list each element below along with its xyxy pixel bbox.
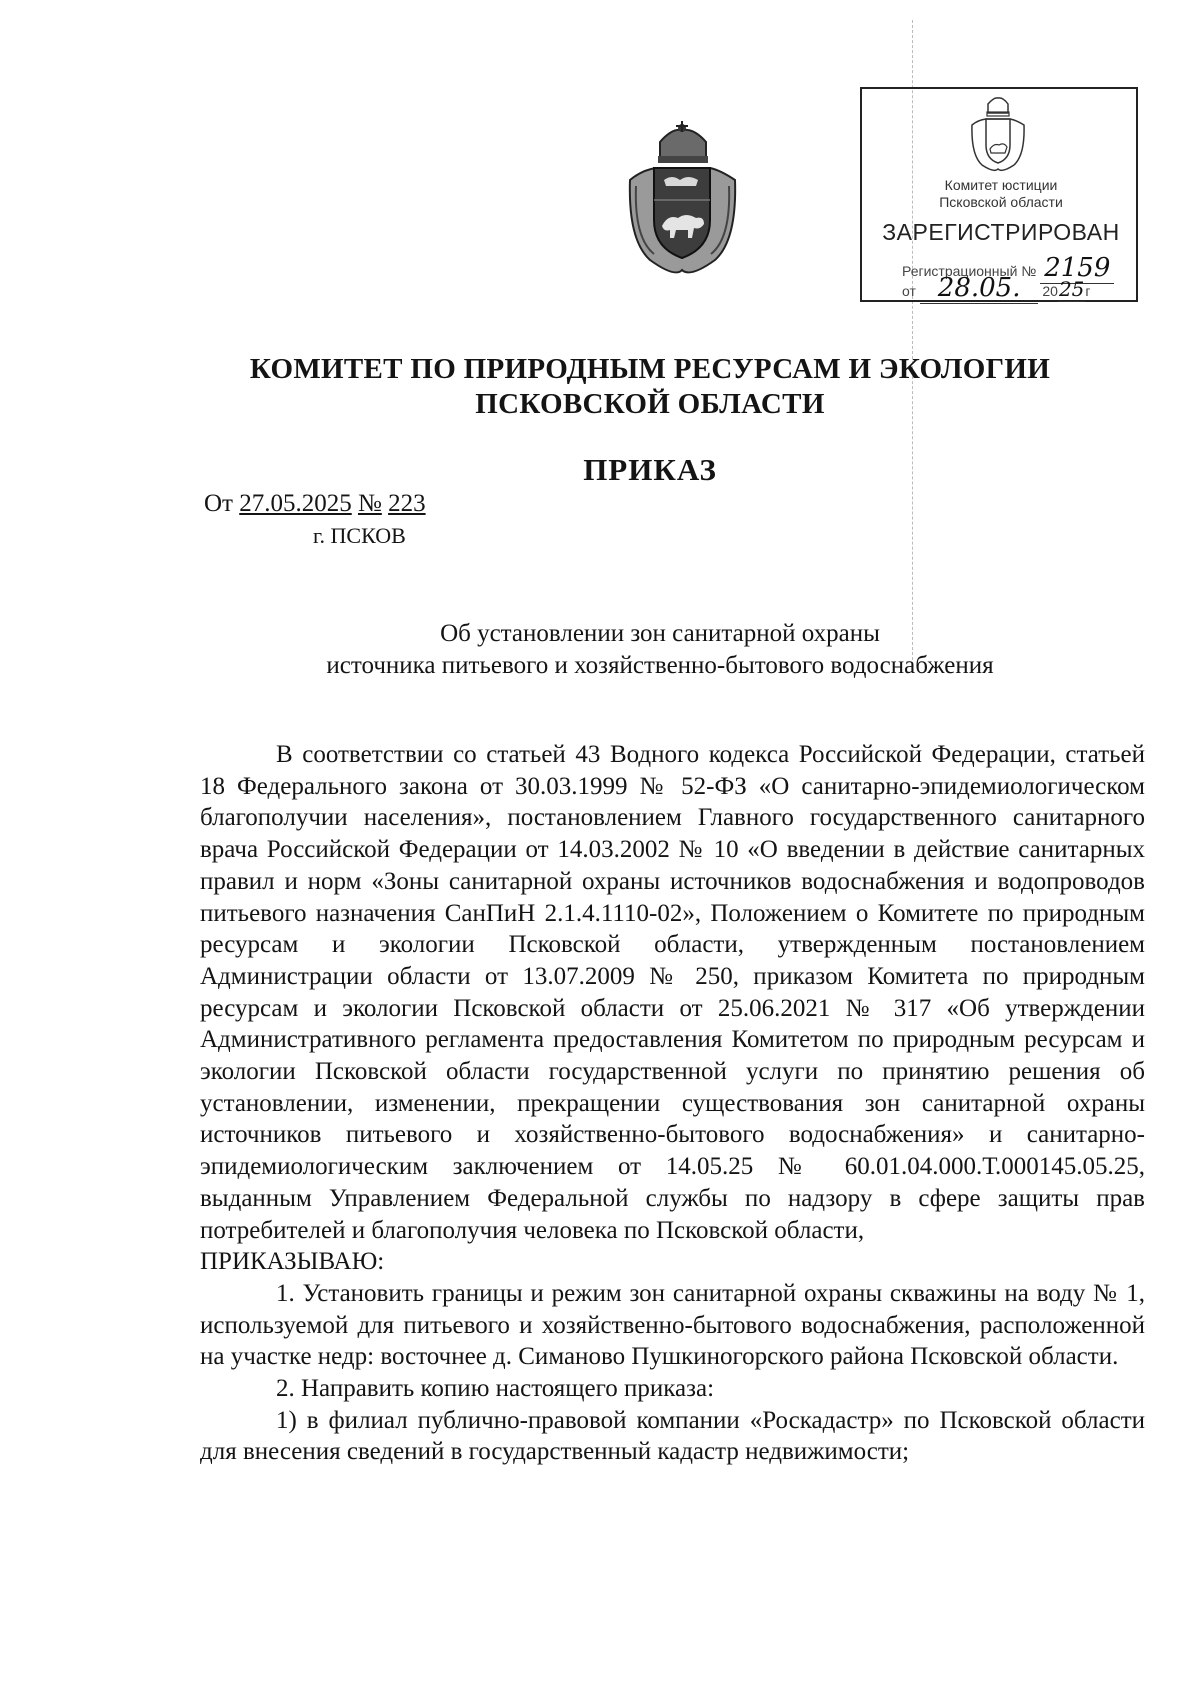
org-title-line1: КОМИТЕТ ПО ПРИРОДНЫМ РЕСУРСАМ И ЭКОЛОГИИ: [249, 353, 1051, 385]
stamp-status: ЗАРЕГИСТРИРОВАН: [882, 219, 1120, 245]
order-item-2-1: 1) в филиал публично-правовой компании «Роскадастр» по Псковской области для внесения сведений в государственный кадастр недвижимости;: [200, 1406, 1145, 1466]
order-date: 27.05.2025: [239, 490, 352, 517]
order-body: [200, 739, 1145, 1468]
subject-line2: источника питьевого и хозяйственно-бытового водоснабжения: [326, 652, 994, 679]
stamp-reg-number: 2159: [1040, 253, 1114, 284]
order-item-1: 1. Установить границы и режим зон санитарной охраны скважины на воду № 1, используемой для питьевого и хозяйственно-бытового водоснабжения, расположенной на участке недр: восточнее д. Симаново Пушкиногорского района Псковской области.: [200, 1279, 1145, 1371]
org-title-line2: ПСКОВСКОЙ ОБЛАСТИ: [475, 388, 825, 420]
subject-line1: Об установлении зон санитарной охраны: [440, 620, 880, 647]
stamp-coat-of-arms-icon: [966, 95, 1030, 175]
orders-heading: ПРИКАЗЫВАЮ:: [200, 1248, 385, 1276]
order-number: 223: [388, 490, 426, 517]
preamble-paragraph: В соответствии со статьей 43 Водного кодекса Российской Федерации, статьей 18 Федерального закона от 30.03.1999 № 52-ФЗ «О санитарно-эпидемиологическом благополучии населения», постановлением Главного государственного санитарного врача Российской Федерации от 14.03.2002 № 10 «О введении в действие санитарных правил и норм «Зоны санитарной охраны источников водоснабжения и водопроводов питьевого назначения СанПиН 2.1.4.1110-02», Положением о Комитете по природным ресурсам и экологии Псковской области, утвержденным постановлением Администрации области от 13.07.2009 № 250, приказом Комитета по природным ресурсам и экологии Псковской области от 25.06.2021 № 317 «Об утверждении Административного регламента предоставления Комитетом по природным ресурсам и экологии Псковской области государственной услуги по принятию решения об установлении, изменении, прекращении существования зон санитарной охраны источников питьевого и хозяйственно-бытового водоснабжения» и санитарно-эпидемиологическим заключением от 14.05.25 № 60.01.04.000.Т.000145.05.25, выданным Управлением Федеральной службы по надзору в сфере защиты прав потребителей и благополучия человека по Псковской области,: [200, 741, 1145, 1244]
stamp-year-prefix: 20: [1042, 283, 1058, 299]
registration-stamp: [860, 87, 1138, 302]
stamp-date-row: [902, 273, 1091, 303]
order-item-2: 2. Направить копию настоящего приказа:: [276, 1375, 715, 1403]
order-date-number: [204, 490, 426, 518]
stamp-org-line1: Комитет юстиции: [944, 177, 1058, 193]
stamp-year-suffix: 25: [1058, 277, 1085, 301]
order-number-label: №: [357, 490, 382, 517]
document-type: ПРИКАЗ: [583, 452, 717, 487]
stamp-date: 28.05.: [920, 273, 1039, 304]
order-subject: [200, 618, 1120, 682]
stamp-date-prefix: от: [902, 283, 916, 299]
stamp-organization: [862, 177, 1140, 211]
stamp-org-line2: Псковской области: [939, 194, 1063, 210]
order-city: г. ПСКОВ: [313, 523, 406, 548]
stamp-reg-number-label: Регистрационный №: [902, 263, 1037, 279]
organization-title: [200, 352, 1100, 422]
order-date-prefix: От: [204, 490, 233, 517]
stamp-year-end: г: [1085, 283, 1091, 299]
coat-of-arms-icon: [620, 120, 745, 280]
